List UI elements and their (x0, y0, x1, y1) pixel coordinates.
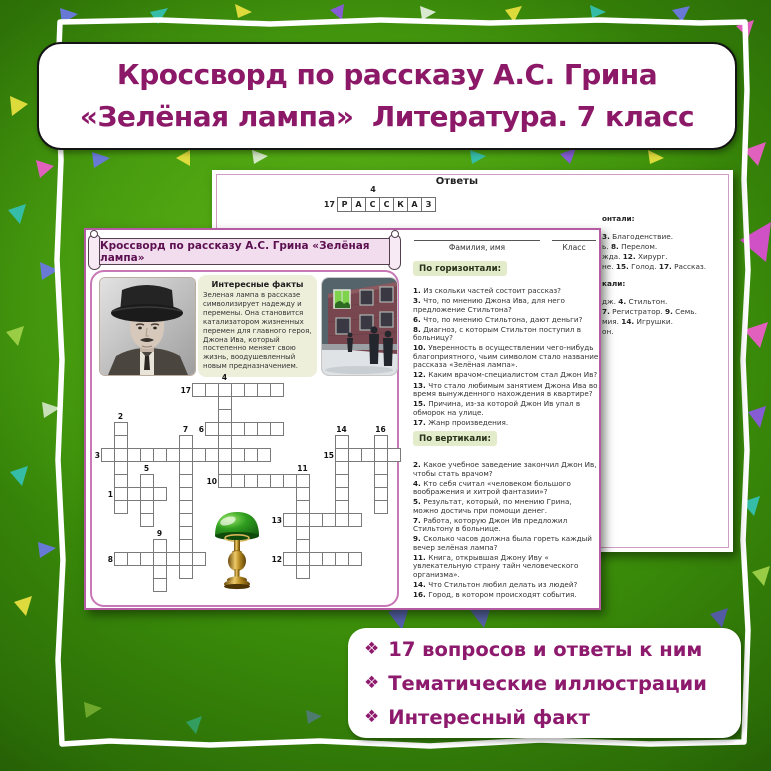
crossword-cell (114, 422, 128, 436)
crossword-cell (335, 435, 349, 449)
crossword-cell (218, 396, 232, 410)
question-item: 9. Сколько часов должна была гореть каждый вечер зелёная лампа? (413, 534, 592, 552)
crossword-clue-number: 13 (271, 516, 282, 525)
crossword-cell (153, 539, 167, 553)
horizontal-questions-list (413, 287, 599, 429)
crossword-cell (114, 435, 128, 449)
green-lamp-building-illustration (321, 277, 398, 376)
question-item: 5. Результат, который, по мнению Грина, можно достичь при помощи денег. (413, 497, 572, 515)
crossword-cell (140, 500, 154, 514)
crossword-cell (140, 487, 154, 501)
answers-fragment-line: он. (602, 327, 614, 336)
answers-fragment-line: жда. 12. Хирург. (602, 252, 668, 261)
scroll-cap-right (391, 230, 399, 238)
horizontal-questions-header: По горизонтали: (413, 261, 507, 276)
answers-grid-cell: С (365, 197, 380, 212)
answers-fragment-line: ь. 8. Перелом. (602, 242, 658, 251)
crossword-cell (244, 474, 258, 488)
crossword-cell (244, 422, 258, 436)
crossword-cell (192, 448, 206, 462)
crossword-cell (296, 487, 310, 501)
crossword-cell (218, 422, 232, 436)
crossword-cell (309, 513, 323, 527)
crossword-cell (335, 448, 349, 462)
title-line-1: Кроссворд по рассказу А.С. Грина (116, 58, 658, 91)
class-underline (552, 240, 596, 241)
crossword-cell (166, 552, 180, 566)
title-banner (37, 42, 737, 150)
crossword-cell (231, 383, 245, 397)
answers-vertical-header: кали: (602, 279, 626, 288)
diamond-bullet-icon: ❖ (364, 707, 380, 727)
vertical-questions-list (413, 461, 599, 601)
crossword-clue-number: 14 (336, 425, 347, 434)
crossword-cell (257, 474, 271, 488)
crossword-cell (218, 435, 232, 449)
question-item: 4. Кто себя считал «человеком большого воображения и хитрой фантазии»? (413, 478, 571, 497)
crossword-cell (374, 487, 388, 501)
crossword-cell (153, 552, 167, 566)
crossword-cell (153, 578, 167, 592)
crossword-cell (283, 474, 297, 488)
crossword-cell (374, 435, 388, 449)
question-item: 14. Что Стильтон любил делать из людей? (413, 580, 578, 590)
name-label: Фамилия, имя (448, 243, 506, 252)
crossword-cell (257, 448, 271, 462)
answers-row-number: 17 (323, 200, 335, 209)
crossword-cell (348, 552, 362, 566)
question-item: 3. Что, по мнению Джона Ива, для него предложение Стильтона? (413, 296, 565, 314)
question-item: 2. Какое учебное заведение закончил Джон Ив, чтобы стать врачом? (413, 460, 597, 478)
answers-row-above-number: 4 (370, 185, 376, 194)
crossword-cell (179, 526, 193, 540)
crossword-clue-number: 11 (297, 464, 308, 473)
crossword-cell (114, 474, 128, 488)
answers-grid-cell: З (421, 197, 436, 212)
answers-horizontal-header: онтали: (602, 214, 635, 223)
worksheet-title-plate (99, 238, 390, 265)
crossword-cell (374, 461, 388, 475)
features-box (348, 628, 741, 738)
crossword-cell (296, 552, 310, 566)
crossword-cell (153, 487, 167, 501)
question-item: 15. Причина, из-за которой Джон Ив упал в обморок на улице. (413, 399, 581, 417)
answers-fragment-line: дж. 4. Стильтон. (602, 297, 668, 306)
crossword-cell (179, 435, 193, 449)
feature-text: Интересный факт (388, 705, 590, 729)
title-line-2: «Зелёная лампа» Литература. 7 класс (79, 100, 695, 133)
crossword-clue-number: 3 (94, 451, 100, 460)
question-item: 16. Город, в котором происходят события. (413, 590, 577, 600)
crossword-cell (348, 448, 362, 462)
crossword-cell (296, 500, 310, 514)
diamond-bullet-icon: ❖ (364, 639, 380, 659)
name-underline (414, 240, 540, 241)
crossword-cell (335, 487, 349, 501)
crossword-clue-number: 7 (182, 425, 189, 434)
answers-grid-cell: С (379, 197, 394, 212)
answers-fragment-line: 3. Благоденствие. (602, 232, 674, 241)
crossword-clue-number: 17 (180, 386, 191, 395)
question-item: 11. Книга, открывшая Джону Иву « увлекательную страну тайн человеческого организма». (413, 552, 579, 579)
crossword-worksheet (84, 228, 601, 610)
crossword-clue-number: 9 (156, 529, 163, 538)
question-item: 12. Каким врачом-специалистом стал Джон Ив? (413, 370, 598, 380)
answers-fragment-line: 7. Регистратор. 9. Семь. (602, 307, 697, 316)
crossword-cell (140, 513, 154, 527)
crossword-cell (153, 448, 167, 462)
crossword-cell (127, 487, 141, 501)
crossword-cell (179, 513, 193, 527)
crossword-cell (218, 461, 232, 475)
answers-grid-cell: Р (337, 197, 352, 212)
crossword-cell (231, 474, 245, 488)
feature-text: 17 вопросов и ответы к ним (388, 637, 703, 661)
crossword-cell (166, 448, 180, 462)
crossword-cell (309, 552, 323, 566)
crossword-cell (296, 526, 310, 540)
question-item: 7. Работа, которую Джон Ив предложил Стильтону в больнице. (413, 515, 568, 534)
crossword-cell (114, 461, 128, 475)
crossword-clue-number: 12 (271, 555, 282, 564)
crossword-clue-number: 15 (323, 451, 334, 460)
crossword-cell (140, 474, 154, 488)
crossword-cell (257, 422, 271, 436)
crossword-cell (205, 383, 219, 397)
answers-horizontal-lines (602, 232, 730, 271)
crossword-cell (192, 383, 206, 397)
crossword-cell (179, 552, 193, 566)
crossword-cell (179, 487, 193, 501)
answers-grid-cell: К (393, 197, 408, 212)
crossword-cell (335, 461, 349, 475)
crossword-clue-number: 16 (375, 425, 386, 434)
crossword-cell (114, 500, 128, 514)
crossword-cell (218, 383, 232, 397)
facts-box (198, 275, 317, 377)
crossword-cell (283, 552, 297, 566)
feature-text: Тематические иллюстрации (388, 671, 707, 695)
crossword-cell (348, 513, 362, 527)
vertical-questions-header: По вертикали: (413, 431, 497, 446)
crossword-cell (335, 513, 349, 527)
crossword-cell (153, 565, 167, 579)
crossword-cell (179, 474, 193, 488)
crossword-cell (218, 474, 232, 488)
crossword-cell (231, 448, 245, 462)
crossword-cell (218, 448, 232, 462)
crossword-cell (127, 552, 141, 566)
crossword-cell (322, 552, 336, 566)
answers-fragments (602, 214, 730, 337)
crossword-clue-number: 8 (107, 555, 113, 564)
crossword-cell (179, 565, 193, 579)
crossword-cell (192, 552, 206, 566)
crossword-cell (296, 513, 310, 527)
crossword-cell (127, 448, 141, 462)
green-lamp-illustration (213, 507, 261, 591)
question-item: 6. Что, по мнению Стильтона, дают деньги? (413, 314, 583, 324)
feature-item (364, 632, 741, 666)
crossword-cell (231, 422, 245, 436)
crossword-cell (374, 474, 388, 488)
crossword-cell (114, 552, 128, 566)
crossword-cell (140, 448, 154, 462)
crossword-cell (270, 474, 284, 488)
crossword-cell (218, 409, 232, 423)
feature-item (364, 700, 741, 734)
crossword-cell (257, 383, 271, 397)
crossword-cell (205, 448, 219, 462)
crossword-cell (114, 487, 128, 501)
crossword-cell (335, 500, 349, 514)
crossword-clue-number: 10 (206, 477, 217, 486)
class-label: Класс (562, 243, 586, 252)
scroll-cap-left (90, 230, 98, 238)
feature-item (364, 666, 741, 700)
crossword-clue-number: 6 (198, 425, 204, 434)
crossword-cell (322, 513, 336, 527)
worksheet-title-scroll (88, 233, 402, 271)
question-item: 1. Из скольки частей состоит рассказ? (413, 286, 561, 295)
facts-text: Зеленая лампа в рассказе символизирует надежду и перемены. Она становится катализатором жизненных перемен для главного героя, Джона Ива, который постепенно меняет свою жизнь, воодушевленный новым предназначением. (203, 291, 312, 371)
crossword-cell (244, 383, 258, 397)
crossword-cell (361, 448, 375, 462)
answers-title: Ответы (435, 176, 478, 187)
diamond-bullet-icon: ❖ (364, 673, 380, 693)
crossword-cell (335, 474, 349, 488)
question-item: 8. Диагноз, с которым Стильтон поступил в больницу? (413, 324, 581, 343)
crossword-cell (335, 552, 349, 566)
answers-grid-cell: А (351, 197, 366, 212)
crossword-cell (283, 513, 297, 527)
question-item: 10. Уверенность в осуществлении чего-нибудь благоприятного, чьим символом стало название рассказа «Зелёная лампа». (413, 343, 599, 370)
answers-grid-cell: А (407, 197, 422, 212)
crossword-cell (374, 500, 388, 514)
crossword-cell (270, 422, 284, 436)
crossword-cell (387, 448, 401, 462)
crossword-cell (114, 448, 128, 462)
crossword-cell (244, 448, 258, 462)
answers-fragment-line: не. 15. Голод. 17. Рассказ. (602, 262, 707, 271)
crossword-cell (179, 539, 193, 553)
question-item: 13. Что стало любимым занятием Джона Ива во время вынужденного нахождения в квартире? (413, 380, 598, 399)
worksheet-title: Кроссворд по рассказу А.С. Грина «Зелёная лампа» (100, 239, 370, 264)
facts-title: Интересные факты (211, 279, 304, 289)
grin-portrait (99, 277, 196, 376)
crossword-clue-number: 5 (143, 464, 150, 473)
crossword-cell (179, 461, 193, 475)
answers-fragment-line: мия. 14. Игрушки. (602, 317, 673, 326)
crossword-clue-number: 1 (107, 490, 113, 499)
crossword-cell (179, 500, 193, 514)
crossword-cell (296, 474, 310, 488)
crossword-cell (179, 448, 193, 462)
crossword-clue-number: 2 (117, 412, 124, 421)
answers-vertical-lines (602, 297, 730, 336)
crossword-cell (296, 539, 310, 553)
crossword-cell (205, 422, 219, 436)
crossword-cell (374, 448, 388, 462)
crossword-cell (270, 383, 284, 397)
crossword-cell (296, 565, 310, 579)
question-item: 17. Жанр произведения. (413, 417, 509, 427)
crossword-clue-number: 4 (221, 373, 228, 382)
crossword-cell (140, 552, 154, 566)
crossword-cell (101, 448, 115, 462)
